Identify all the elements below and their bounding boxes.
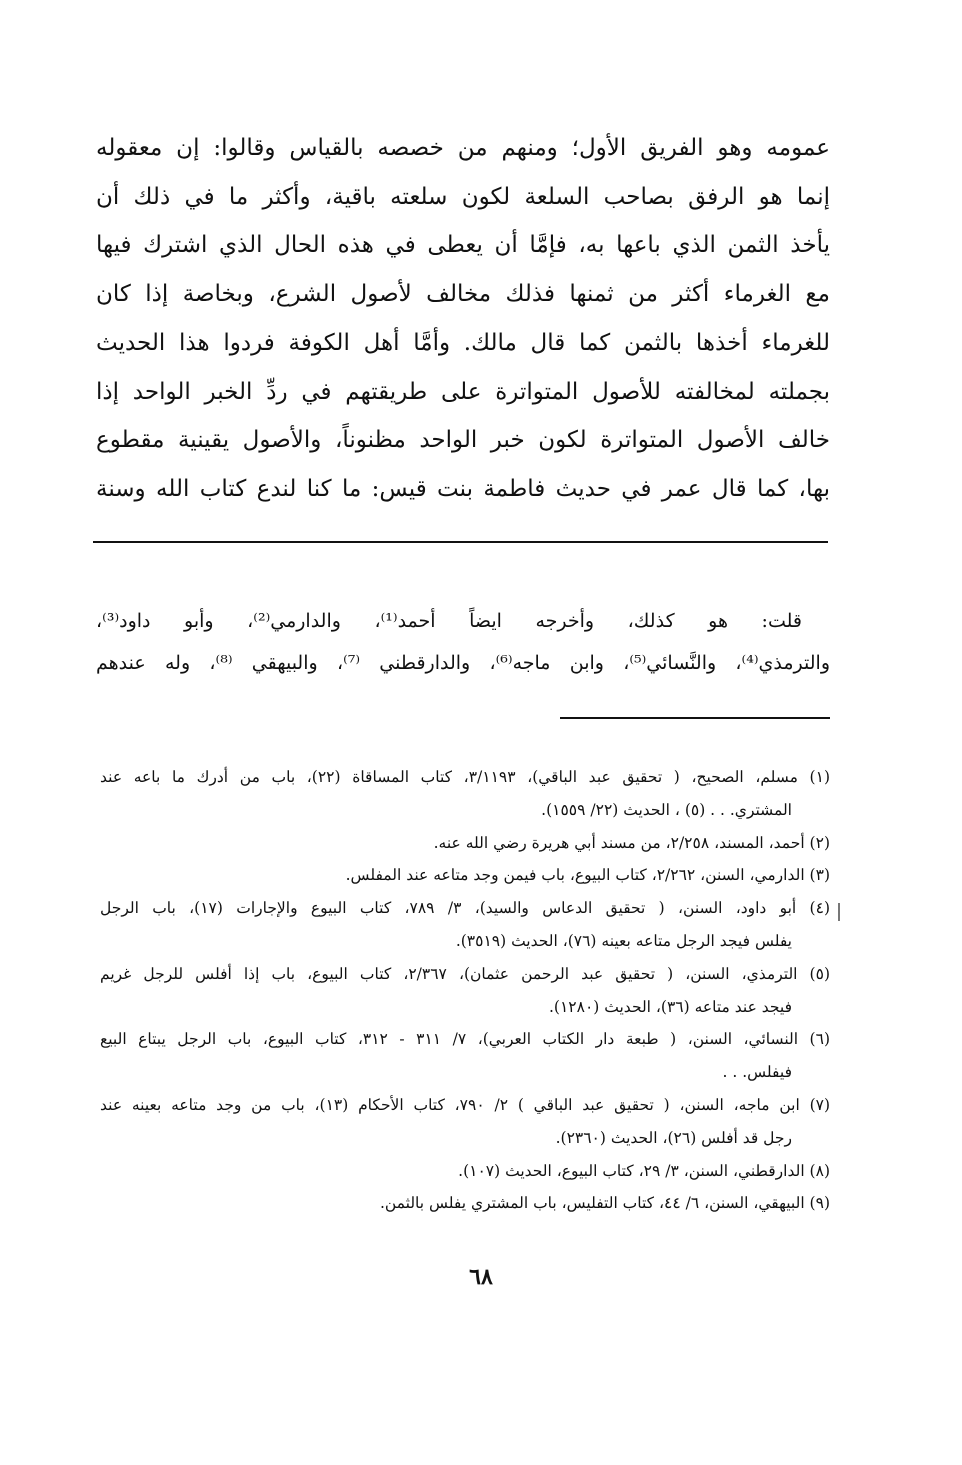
footnote-4 [100, 892, 830, 958]
margin-mark [838, 903, 840, 921]
footnote-line: (٩) البيهقي، السنن، ٦/ ٤٤، كتاب التفليس، باب المشتري يفلس بالثمن. [379, 1194, 830, 1213]
footnote-2 [100, 827, 830, 860]
footnote-line: (٢) أحمد، المسند، ٢/٢٥٨، من مسند أبي هريرة رضي الله عنه. [433, 833, 830, 852]
footnote-8 [100, 1155, 830, 1188]
footnote-1 [100, 761, 830, 827]
section-divider [93, 541, 828, 543]
body-line: للغرماء أخذها بالثمن كما قال مالك. وأمَّا أهل الكوفة فردوا هذا الحديث [96, 329, 830, 356]
footnote-divider [560, 717, 830, 719]
footnote-line: (٥) الترمذي، السنن، ( تحقيق عبد الرحمن عثمان)، ٢/٣٦٧، كتاب البيوع، باب إذا أفلس للرجل غريم [100, 964, 830, 983]
footnote-line: يفلس فيجد الرجل متاعه بعينه (٧٦)، الحديث (٣٥١٩). [455, 931, 792, 950]
body-line: مع الغرماء أكثر من ثمنها فذلك مخالف لأصول الشرع، وبخاصة إذا كان [96, 281, 830, 308]
footnote-5 [100, 958, 830, 1024]
main-body-text [96, 124, 830, 514]
footnote-line: (٦) النسائي، السنن، ( طبعة دار الكتاب العربي)، ٧/ ٣١١ - ٣١٢، كتاب البيوع، باب الرجل يبتاع البيع [100, 1030, 830, 1049]
footnote-line: (٣) الدارمي، السنن، ٢/٢٦٢، كتاب البيوع، باب فيمن وجد متاعه عند المفلس. [345, 866, 830, 885]
body-line: إنما هو الرفق بصاحب السلعة لكون سلعته باقية، وأكثر ما في ذلك أن [96, 183, 830, 210]
footnote-line: (٨) الدارقطني، السنن، ٣/ ٢٩، كتاب البيوع، الحديث (١٠٧). [458, 1161, 830, 1180]
body-line: خالف الأصول المتواترة لكون خبر الواحد مظنوناً، والأصول يقينية مقطوع [96, 427, 830, 454]
page-number: ٦٨ [469, 1264, 493, 1290]
footnote-6 [100, 1023, 830, 1089]
commentary-line: قلت: هو كذلك، وأخرجه ايضاً أحمد⁽¹⁾، والدارمي⁽²⁾، وأبو داود⁽³⁾، [96, 610, 802, 632]
footnote-line: (٤) أبو داود، السنن، ( تحقيق الدعاس والسيد)، ٣/ ٧٨٩، كتاب البيوع والإجارات (١٧)، باب الرجل [100, 899, 830, 918]
body-line: عمومه وهو الفريق الأول؛ ومنهم من خصصه بالقياس وقالوا: إن معقوله [96, 135, 830, 161]
body-line: بجملته لمخالفته للأصول المتواترة على طريقتهم في ردِّ الخبر الواحد إذا [96, 378, 830, 405]
footnote-3 [100, 859, 830, 892]
footnote-7 [100, 1089, 830, 1155]
footnote-9 [100, 1187, 830, 1220]
footnote-line: المشتري. . . (٥) ، الحديث (٢٢/ ١٥٥٩). [541, 800, 792, 819]
footnote-line: (٧) ابن ماجه، السنن، ( تحقيق عبد الباقي ) ٢/ ٧٩٠، كتاب الأحكام (١٣)، باب من وجد متاعه بعينه عند [100, 1095, 830, 1114]
footnote-line: فيفلس. . . [722, 1063, 792, 1082]
footnotes-section [100, 761, 830, 1220]
commentary-line: والترمذي⁽⁴⁾، والنَّسائي⁽⁵⁾، وابن ماجه⁽⁶⁾، والدارقطني ⁽⁷⁾، والبيهقي ⁽⁸⁾، وله عندهم [96, 652, 830, 674]
body-line: بها، كما قال عمر في حديث فاطمة بنت قيس: ما كنا لندع كتاب الله وسنة [96, 475, 830, 502]
commentary-text [96, 600, 830, 684]
footnote-line: (١) مسلم، الصحيح، ( تحقيق عبد الباقي)، ٣/١١٩٣، كتاب المساقاة (٢٢)، باب من أدرك ما باعه عند [100, 768, 830, 786]
footnote-line: رجل قد أفلس (٢٦)، الحديث (٢٣٦٠). [555, 1128, 792, 1147]
body-line: يأخذ الثمن الذي باعها به، فإمَّا أن يعطى في هذه الحال الذي اشترك فيها [96, 232, 830, 259]
footnote-line: فيجد عند متاعه (٣٦)، الحديث (١٢٨٠). [549, 997, 792, 1016]
